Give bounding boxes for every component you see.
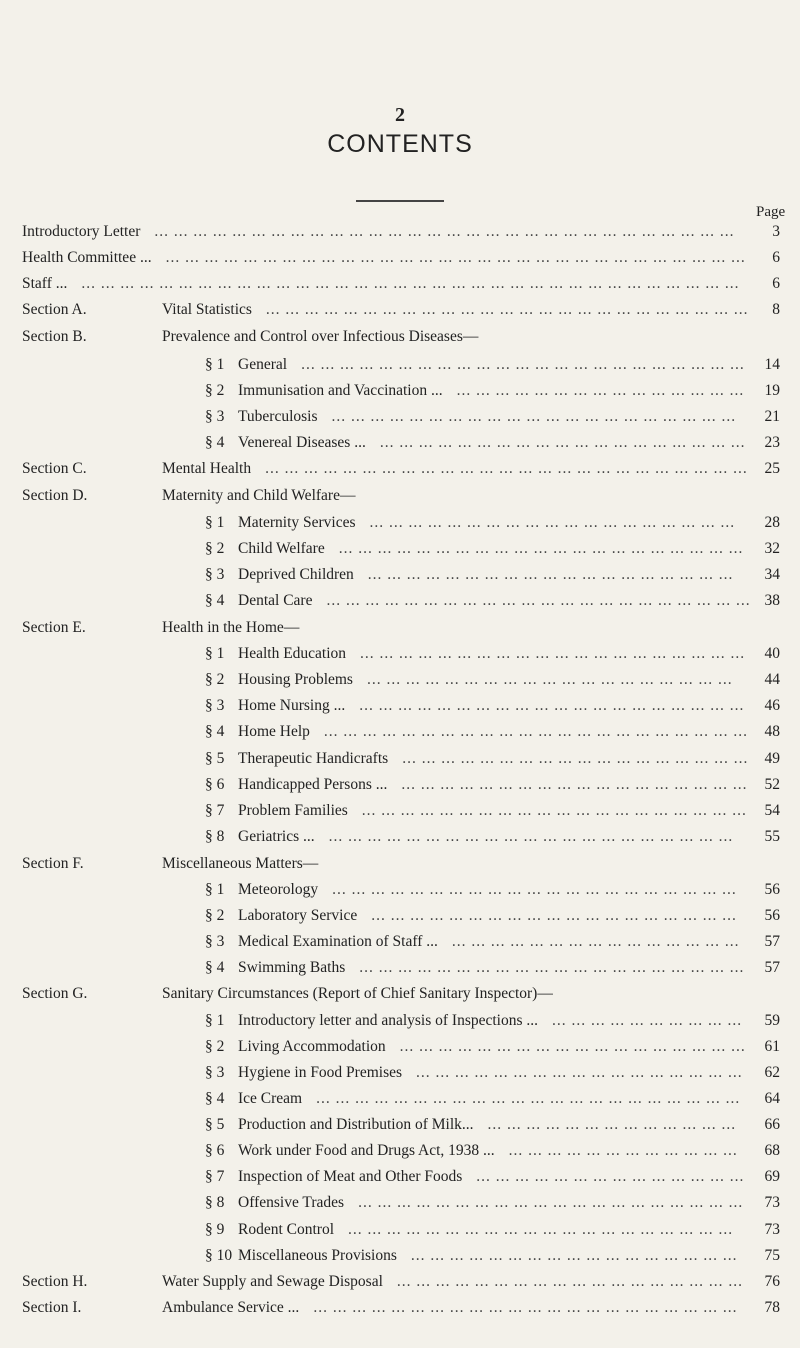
subsection-number: § 3 bbox=[205, 1064, 225, 1081]
toc-entry[interactable] bbox=[0, 827, 800, 847]
leader-dots: ... ... ... ... ... ... ... ... ... ... ... ... ... ... ... bbox=[456, 382, 745, 399]
entry-title: Sanitary Circumstances (Report of Chief Sanitary Inspector)— bbox=[162, 985, 553, 1002]
entry-title: Swimming Baths bbox=[238, 959, 346, 976]
subsection-number: § 4 bbox=[205, 592, 225, 609]
toc-entry[interactable] bbox=[0, 591, 800, 611]
section-label: Section A. bbox=[22, 301, 87, 318]
entry-title: Handicapped Persons ... bbox=[238, 776, 388, 793]
page-number: 2 bbox=[395, 104, 405, 126]
toc-entry[interactable] bbox=[0, 1037, 800, 1057]
subsection-number: § 5 bbox=[205, 1116, 225, 1133]
leader-dots: ... ... ... ... ... ... ... ... ... ... ... ... ... ... ... ... ... ... ... ... ... bbox=[332, 881, 737, 898]
subsection-number: § 4 bbox=[205, 723, 225, 740]
toc-entry[interactable] bbox=[0, 958, 800, 978]
subsection-number: § 4 bbox=[205, 434, 225, 451]
section-label: Section H. bbox=[22, 1273, 88, 1290]
subsection-number: § 2 bbox=[205, 907, 225, 924]
subsection-number: § 3 bbox=[205, 566, 225, 583]
page-ref: 14 bbox=[764, 356, 780, 373]
toc-entry[interactable] bbox=[0, 1193, 800, 1213]
entry-title: Health Education bbox=[238, 645, 347, 662]
toc-entry[interactable] bbox=[0, 932, 800, 952]
leader-dots: ... ... ... ... ... ... ... ... ... ... ... ... ... ... ... ... ... ... ... ... bbox=[359, 959, 745, 976]
page-ref: 75 bbox=[764, 1247, 780, 1264]
page-ref: 34 bbox=[764, 566, 780, 583]
page-ref: 68 bbox=[764, 1142, 780, 1159]
entry-title: Maternity and Child Welfare— bbox=[162, 487, 356, 504]
toc-entry[interactable] bbox=[0, 722, 800, 742]
subsection-number: § 1 bbox=[205, 356, 225, 373]
toc-entry[interactable] bbox=[0, 644, 800, 664]
subsection-number: § 2 bbox=[205, 1038, 225, 1055]
entry-title: Maternity Services bbox=[238, 514, 356, 531]
page-ref: 54 bbox=[764, 802, 780, 819]
section-label: Section G. bbox=[22, 985, 88, 1002]
toc-entry[interactable] bbox=[0, 459, 800, 479]
page-ref: 78 bbox=[764, 1299, 780, 1316]
entry-title: Problem Families bbox=[238, 802, 348, 819]
leader-dots: ... ... ... ... ... ... ... ... ... ... ... ... ... bbox=[487, 1116, 737, 1133]
leader-dots: ... ... ... ... ... ... ... ... ... ... ... ... ... ... ... ... ... ... ... ... bbox=[359, 697, 745, 714]
leader-dots: ... ... ... ... ... ... ... ... ... ... bbox=[552, 1012, 743, 1029]
subsection-number: § 1 bbox=[205, 881, 225, 898]
entry-title: General bbox=[238, 356, 288, 373]
page-ref: 52 bbox=[764, 776, 780, 793]
entry-title: Medical Examination of Staff ... bbox=[238, 933, 438, 950]
leader-dots: ... ... ... ... ... ... ... ... ... ... ... ... ... ... ... ... ... ... ... ... ... bbox=[338, 540, 744, 557]
leader-dots: ... ... ... ... ... ... ... ... ... ... ... ... ... ... ... bbox=[451, 933, 740, 950]
subsection-number: § 2 bbox=[205, 540, 225, 557]
leader-dots: ... ... ... ... ... ... ... ... ... ... ... ... ... ... ... ... ... ... ... ... ... ... bbox=[323, 723, 749, 740]
leader-dots: ... ... ... ... ... ... ... ... ... ... ... ... ... ... ... ... ... ... ... bbox=[366, 671, 733, 688]
leader-dots: ... ... ... ... ... ... ... ... ... ... ... ... ... ... ... ... ... ... bbox=[402, 750, 749, 767]
subsection-number: § 1 bbox=[205, 1012, 225, 1029]
entry-title: Therapeutic Handicrafts bbox=[238, 750, 389, 767]
entry-title: Vital Statistics bbox=[162, 301, 252, 318]
toc-entry[interactable] bbox=[0, 880, 800, 900]
toc-entry[interactable] bbox=[0, 854, 800, 874]
subsection-number: § 1 bbox=[205, 514, 225, 531]
page-ref: 73 bbox=[764, 1194, 780, 1211]
toc-entry[interactable] bbox=[0, 486, 800, 506]
entry-title: Hygiene in Food Premises bbox=[238, 1064, 403, 1081]
entry-title: Mental Health bbox=[162, 460, 252, 477]
page-ref: 38 bbox=[764, 592, 780, 609]
leader-dots: ... ... ... ... ... ... ... ... ... ... ... ... ... ... ... ... ... ... ... ... ... ... bbox=[313, 1299, 738, 1316]
entry-title: Health in the Home— bbox=[162, 619, 300, 636]
leader-dots: ... ... ... ... ... ... ... ... ... ... ... ... ... ... ... ... ... bbox=[416, 1064, 743, 1081]
page-ref: 59 bbox=[764, 1012, 780, 1029]
page-ref: 44 bbox=[764, 671, 780, 688]
toc-entry[interactable] bbox=[0, 433, 800, 453]
page-ref: 3 bbox=[772, 223, 780, 240]
entry-title: Miscellaneous Matters— bbox=[162, 855, 319, 872]
entry-title: Laboratory Service bbox=[238, 907, 358, 924]
toc-entry[interactable] bbox=[0, 539, 800, 559]
subsection-number: § 9 bbox=[205, 1221, 225, 1238]
entry-title: Home Help bbox=[238, 723, 310, 740]
leader-dots: ... ... ... ... ... ... ... ... ... ... ... ... ... ... ... ... ... ... ... ... bbox=[360, 645, 746, 662]
toc-entry[interactable] bbox=[0, 513, 800, 533]
subsection-number: § 6 bbox=[205, 776, 225, 793]
subsection-number: § 3 bbox=[205, 408, 225, 425]
entry-title: Prevalence and Control over Infectious Diseases— bbox=[162, 328, 479, 345]
page-ref: 46 bbox=[764, 697, 780, 714]
page-ref: 6 bbox=[772, 249, 780, 266]
leader-dots: ... ... ... ... ... ... ... ... ... ... ... ... ... ... ... ... ... ... ... ... bbox=[358, 1194, 744, 1211]
toc-entry[interactable] bbox=[0, 749, 800, 769]
toc-entry[interactable] bbox=[0, 1011, 800, 1031]
entry-title: Deprived Children bbox=[238, 566, 354, 583]
page-column-header: Page bbox=[756, 204, 786, 220]
section-label: Section E. bbox=[22, 619, 86, 636]
page-ref: 69 bbox=[764, 1168, 780, 1185]
page-ref: 61 bbox=[764, 1038, 780, 1055]
entry-title: Introductory Letter bbox=[22, 223, 141, 240]
leader-dots: ... ... ... ... ... ... ... ... ... ... ... ... ... ... ... ... ... ... ... ... ... ... bbox=[316, 1090, 741, 1107]
page-ref: 21 bbox=[764, 408, 780, 425]
subsection-number: § 8 bbox=[205, 1194, 225, 1211]
leader-dots: ... ... ... ... ... ... ... ... ... ... ... ... ... ... ... ... ... ... ... ... ... ... ... ... ... ... ... ... ... ... bbox=[154, 223, 735, 240]
leader-dots: ... ... ... ... ... ... ... ... ... ... ... ... bbox=[508, 1142, 738, 1159]
subsection-number: § 8 bbox=[205, 828, 225, 845]
page-ref: 66 bbox=[764, 1116, 780, 1133]
leader-dots: ... ... ... ... ... ... ... ... ... ... ... ... ... ... ... ... ... ... ... ... ... ... ... ... ... bbox=[265, 460, 748, 477]
page-ref: 40 bbox=[764, 645, 780, 662]
leader-dots: ... ... ... ... ... ... ... ... ... ... ... ... ... ... ... ... ... ... ... ... ... ... ... bbox=[301, 356, 745, 373]
page-ref: 25 bbox=[764, 460, 780, 477]
leader-dots: ... ... ... ... ... ... ... ... ... ... ... ... ... ... ... ... ... ... ... ... bbox=[361, 802, 747, 819]
toc-entry[interactable] bbox=[0, 670, 800, 690]
subsection-number: § 4 bbox=[205, 1090, 225, 1107]
entry-title: Living Accommodation bbox=[238, 1038, 386, 1055]
subsection-number: § 2 bbox=[205, 382, 225, 399]
title-divider bbox=[356, 200, 444, 202]
leader-dots: ... ... ... ... ... ... ... ... ... ... ... ... ... ... ... ... ... ... bbox=[401, 776, 748, 793]
section-label: Section B. bbox=[22, 328, 87, 345]
toc-entry[interactable] bbox=[0, 618, 800, 638]
entry-title: Miscellaneous Provisions bbox=[238, 1247, 397, 1264]
page-ref: 6 bbox=[772, 275, 780, 292]
section-label: Section I. bbox=[22, 1299, 82, 1316]
toc-entry[interactable] bbox=[0, 407, 800, 427]
leader-dots: ... ... ... ... ... ... ... ... ... ... ... ... ... ... ... ... ... ... ... ... ... ... bbox=[326, 592, 751, 609]
subsection-number: § 6 bbox=[205, 1142, 225, 1159]
toc-entry[interactable] bbox=[0, 1063, 800, 1083]
page-ref: 19 bbox=[764, 382, 780, 399]
page-ref: 8 bbox=[772, 301, 780, 318]
toc-entry[interactable] bbox=[0, 300, 800, 320]
page-ref: 57 bbox=[764, 959, 780, 976]
page-ref: 64 bbox=[764, 1090, 780, 1107]
page-ref: 76 bbox=[764, 1273, 780, 1290]
toc-entry[interactable] bbox=[0, 696, 800, 716]
toc-entry[interactable] bbox=[0, 1272, 800, 1292]
leader-dots: ... ... ... ... ... ... ... ... ... ... ... ... ... ... ... ... ... ... ... bbox=[379, 434, 746, 451]
page-ref: 32 bbox=[764, 540, 780, 557]
toc-entry[interactable] bbox=[0, 1115, 800, 1135]
toc-entry[interactable] bbox=[0, 1298, 800, 1318]
entry-title: Health Committee ... bbox=[22, 249, 152, 266]
toc-entry[interactable] bbox=[0, 565, 800, 585]
page-ref: 57 bbox=[764, 933, 780, 950]
toc-entry[interactable] bbox=[0, 1167, 800, 1187]
entry-title: Housing Problems bbox=[238, 671, 353, 688]
page-ref: 23 bbox=[764, 434, 780, 451]
toc-entry[interactable] bbox=[0, 1246, 800, 1266]
toc-entry[interactable] bbox=[0, 381, 800, 401]
entry-title: Rodent Control bbox=[238, 1221, 335, 1238]
entry-title: Tuberculosis bbox=[238, 408, 318, 425]
subsection-number: § 3 bbox=[205, 697, 225, 714]
entry-title: Water Supply and Sewage Disposal bbox=[162, 1273, 383, 1290]
page-ref: 49 bbox=[764, 750, 780, 767]
entry-title: Home Nursing ... bbox=[238, 697, 346, 714]
page-ref: 62 bbox=[764, 1064, 780, 1081]
entry-title: Offensive Trades bbox=[238, 1194, 345, 1211]
toc-entry[interactable] bbox=[0, 274, 800, 294]
page-ref: 56 bbox=[764, 881, 780, 898]
subsection-number: § 1 bbox=[205, 645, 225, 662]
leader-dots: ... ... ... ... ... ... ... ... ... ... ... ... ... ... ... ... ... ... ... bbox=[371, 907, 737, 924]
leader-dots: ... ... ... ... ... ... ... ... ... ... ... ... ... ... bbox=[476, 1168, 745, 1185]
leader-dots: ... ... ... ... ... ... ... ... ... ... ... ... ... ... ... ... ... ... ... ... ... ... ... ... ... ... ... ... ... ... ... ... ... ... bbox=[81, 275, 740, 292]
leader-dots: ... ... ... ... ... ... ... ... ... ... ... ... ... ... ... ... ... bbox=[410, 1247, 738, 1264]
subsection-number: § 4 bbox=[205, 959, 225, 976]
entry-title: Immunisation and Vaccination ... bbox=[238, 382, 443, 399]
section-label: Section D. bbox=[22, 487, 88, 504]
toc-entry[interactable] bbox=[0, 222, 800, 242]
section-label: Section C. bbox=[22, 460, 87, 477]
leader-dots: ... ... ... ... ... ... ... ... ... ... ... ... ... ... ... ... ... ... ... ... ... bbox=[328, 828, 734, 845]
leader-dots: ... ... ... ... ... ... ... ... ... ... ... ... ... ... ... ... ... ... ... ... ... ... ... ... ... bbox=[265, 301, 749, 318]
page-ref: 56 bbox=[764, 907, 780, 924]
page-ref: 48 bbox=[764, 723, 780, 740]
toc-entry[interactable] bbox=[0, 906, 800, 926]
toc-entry[interactable] bbox=[0, 775, 800, 795]
leader-dots: ... ... ... ... ... ... ... ... ... ... ... ... ... ... ... ... ... ... bbox=[399, 1038, 746, 1055]
entry-title: Meteorology bbox=[238, 881, 319, 898]
toc-entry[interactable] bbox=[0, 248, 800, 268]
entry-title: Geriatrics ... bbox=[238, 828, 315, 845]
leader-dots: ... ... ... ... ... ... ... ... ... ... ... ... ... ... ... ... ... ... ... ... ... bbox=[331, 408, 737, 425]
entry-title: Dental Care bbox=[238, 592, 313, 609]
subsection-number: § 2 bbox=[205, 671, 225, 688]
toc-entry[interactable] bbox=[0, 1220, 800, 1240]
subsection-number: § 3 bbox=[205, 933, 225, 950]
entry-title: Ambulance Service ... bbox=[162, 1299, 300, 1316]
page-ref: 55 bbox=[764, 828, 780, 845]
toc-entry[interactable] bbox=[0, 984, 800, 1004]
leader-dots: ... ... ... ... ... ... ... ... ... ... ... ... ... ... ... ... ... ... ... bbox=[367, 566, 734, 583]
page-ref: 28 bbox=[764, 514, 780, 531]
page-ref: 73 bbox=[764, 1221, 780, 1238]
subsection-number: § 10 bbox=[205, 1247, 233, 1264]
subsection-number: § 5 bbox=[205, 750, 225, 767]
section-label: Section F. bbox=[22, 855, 84, 872]
toc-entry[interactable] bbox=[0, 355, 800, 375]
entry-title: Ice Cream bbox=[238, 1090, 303, 1107]
entry-title: Venereal Diseases ... bbox=[238, 434, 366, 451]
subsection-number: § 7 bbox=[205, 1168, 225, 1185]
leader-dots: ... ... ... ... ... ... ... ... ... ... ... ... ... ... ... ... ... ... bbox=[396, 1273, 743, 1290]
entry-title: Inspection of Meat and Other Foods bbox=[238, 1168, 463, 1185]
toc-entry[interactable] bbox=[0, 801, 800, 821]
page-title: CONTENTS bbox=[327, 130, 473, 158]
subsection-number: § 7 bbox=[205, 802, 225, 819]
entry-title: Child Welfare bbox=[238, 540, 325, 557]
entry-title: Introductory letter and analysis of Inspections ... bbox=[238, 1012, 539, 1029]
entry-title: Staff ... bbox=[22, 275, 68, 292]
leader-dots: ... ... ... ... ... ... ... ... ... ... ... ... ... ... ... ... ... ... ... ... bbox=[348, 1221, 734, 1238]
leader-dots: ... ... ... ... ... ... ... ... ... ... ... ... ... ... ... ... ... ... ... ... ... ... ... ... ... ... ... ... ... ... bbox=[165, 249, 746, 266]
leader-dots: ... ... ... ... ... ... ... ... ... ... ... ... ... ... ... ... ... ... ... bbox=[369, 514, 736, 531]
toc-entry[interactable] bbox=[0, 1141, 800, 1161]
entry-title: Production and Distribution of Milk... bbox=[238, 1116, 474, 1133]
entry-title: Work under Food and Drugs Act, 1938 ... bbox=[238, 1142, 495, 1159]
toc-entry[interactable] bbox=[0, 1089, 800, 1109]
toc-entry[interactable] bbox=[0, 327, 800, 347]
